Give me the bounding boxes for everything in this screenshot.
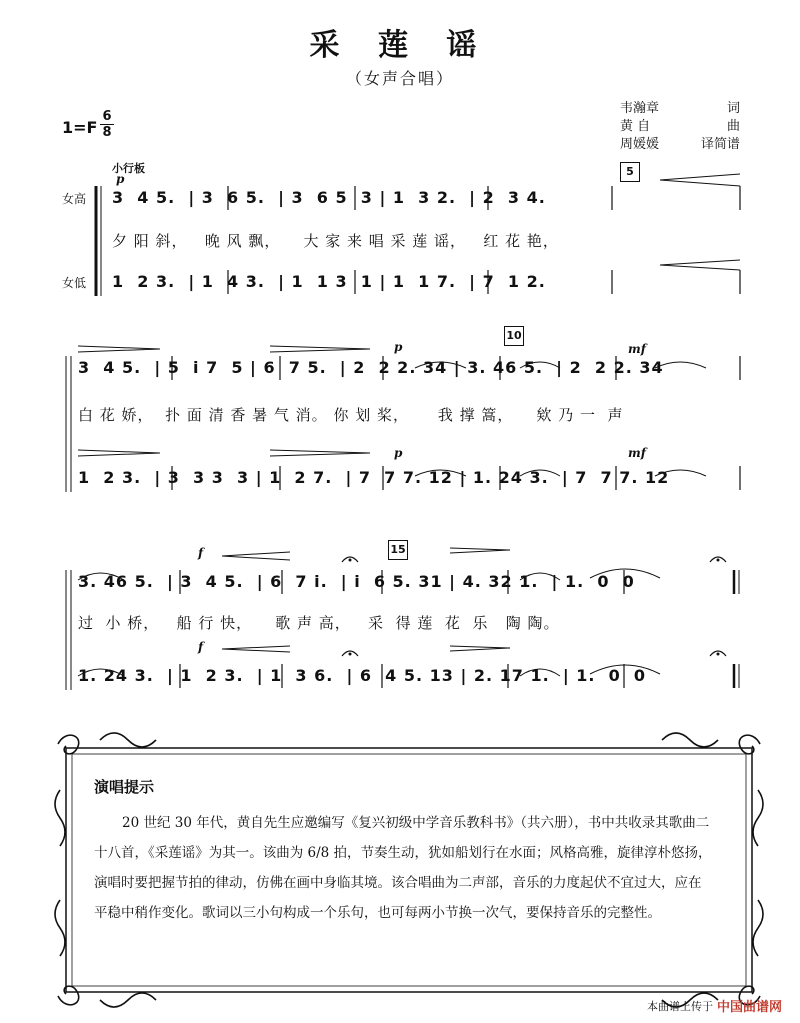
soprano-notes: 3 4 5. | 5 i 7 5 | 6 7 5. | 2 2 2. 34 | 3. 46 5. | 2 2 2. 34 [78,358,664,377]
dynamic-marking: f [198,546,204,560]
soprano-notes: 3. 46 5. | 3 4 5. | 6 7 i. | i 6 5. 31 | 4. 32 1. | 1. 0 0 [78,572,635,591]
tips-title: 演唱提示 [94,778,155,796]
upload-credit [647,996,782,1015]
tips-text: 20 世纪 30 年代，黄自先生应邀编写《复兴初级中学音乐教科书》（共六册），书中共收录其歌曲二十八首，《采莲谣》为其一。该曲为 6/8 拍，节奏生动，犹如船划行在水面；风格高雅，旋律淳朴悠扬，演唱时要把握节拍的律动，仿佛在画中身临其境。该合唱曲为二声部，音乐的力度起伏不宜过大，应在平稳中稍作变化。歌词以三小句构成一个乐句，也可每两小节换一次气，要保持音乐的完整性。 [94,815,712,921]
credits [620,100,740,154]
page-subtitle: （女声合唱） [345,69,454,88]
dynamic-marking: f [198,640,204,654]
lyrics-line: 夕 阳 斜， 晚 风 飘， 大 家 来 唱 采 莲 谣， 红 花 艳， [112,232,559,250]
measure-number: 15 [388,540,408,560]
alto-notes: 1. 24 3. | 1 2 3. | 1 3 6. | 6 4 5. 13 | 2. 17 1. | 1. 0 0 [78,666,647,685]
measure-number: 5 [620,162,640,182]
alto-notes: 1 2 3. | 3 3 3 3 | 1 2 7. | 7 7 7. 12 | 1. 24 3. | 7 7 7. 12 [78,468,670,487]
dynamic-marking: p [394,340,403,354]
meter-denominator: 8 [102,125,112,140]
dynamic-marking: p [394,446,403,460]
lyrics-line: 白 花 娇， 扑 面 清 香 暑 气 消。 你 划 桨， 我 撑 篙， 欸 乃 一 声 [78,406,624,424]
voice-label-soprano: 女高 [62,192,87,206]
key-signature: 1=F [62,118,98,137]
credit-transcriber: 周媛媛 译简谱 [620,137,740,152]
site-logo[interactable]: 中国曲谱网 [716,1000,782,1015]
credit-lyricist: 韦瀚章 词 [620,101,740,116]
dynamic-marking: p [116,172,125,186]
time-signature [100,110,114,139]
upload-text: 本曲谱上传于 [646,999,713,1013]
measure-number: 10 [504,326,524,346]
page-title: 采 莲 谣 [309,28,491,63]
meter-numerator: 6 [102,109,112,124]
tempo-marking: 小行板 [112,162,145,175]
credit-composer: 黄 自 曲 [620,119,740,134]
alto-notes: 1 2 3. | 1 4 3. | 1 1 3 1 | 1 1 7. | 7 1 2. [112,272,546,291]
dynamic-marking: mf [628,342,646,356]
voice-label-alto: 女低 [62,276,87,290]
soprano-notes: 3 4 5. | 3 6 5. | 3 6 5 3 | 1 3 2. | 2 3 4. [112,188,546,207]
lyrics-line: 过 小 桥， 船 行 快， 歌 声 高， 采 得 莲 花 乐 陶 陶。 [78,614,560,632]
dynamic-marking: mf [628,446,646,460]
